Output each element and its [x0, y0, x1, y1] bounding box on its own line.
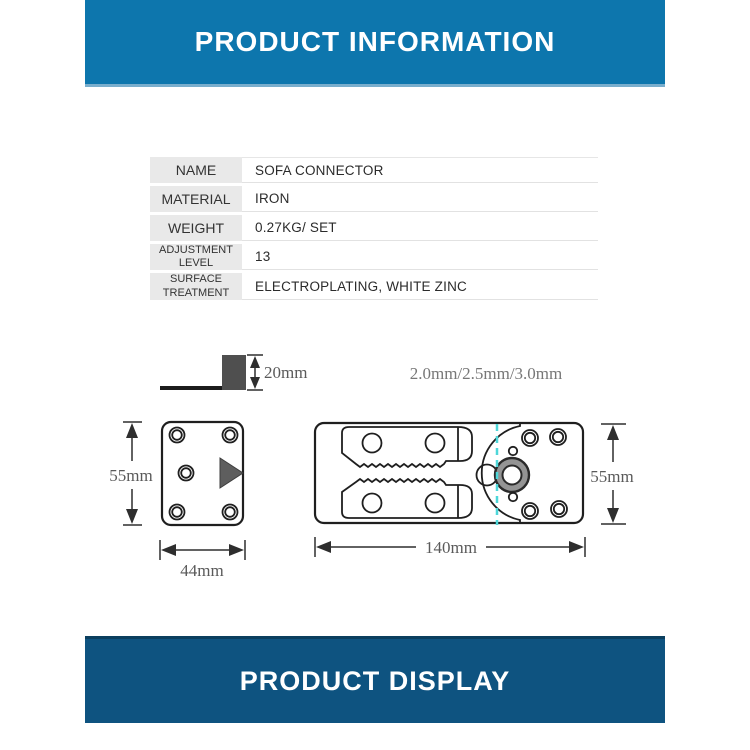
dimension-55mm-right	[590, 424, 633, 524]
thickness-options-label: 2.0mm/2.5mm/3.0mm	[409, 364, 563, 383]
spec-table	[150, 157, 598, 303]
dimension-label-55mm-right: 55mm	[590, 467, 634, 486]
dimension-label-20mm: 20mm	[264, 363, 308, 382]
dimension-20mm	[247, 355, 307, 390]
product-information-banner	[85, 0, 665, 87]
dimension-55mm-left	[109, 422, 152, 525]
spec-value-weight: 0.27KG/ SET	[242, 215, 598, 241]
table-row	[150, 273, 598, 299]
connector-top-view	[315, 423, 583, 525]
spec-value-adjustment-level: 13	[242, 244, 598, 270]
product-display-title: PRODUCT DISPLAY	[239, 665, 511, 696]
plate-front-view	[162, 422, 243, 525]
connector-outline	[315, 423, 583, 523]
spec-label-surface-treatment: SURFACE TREATMENT	[150, 273, 242, 299]
pivot-hub	[495, 458, 529, 492]
dimension-44mm	[160, 540, 245, 580]
bracket-upright	[222, 355, 246, 390]
product-display-banner	[85, 636, 665, 723]
dimension-label-55mm-left: 55mm	[109, 466, 153, 485]
spec-value-material: IRON	[242, 186, 598, 212]
spec-label-adjustment-level: ADJUSTMENT LEVEL	[150, 244, 242, 270]
spec-value-name: SOFA CONNECTOR	[242, 157, 598, 183]
bracket-side-view	[160, 355, 246, 390]
spec-label-weight: WEIGHT	[150, 215, 242, 241]
dimension-140mm	[315, 537, 585, 557]
spec-label-material: MATERIAL	[150, 186, 242, 212]
table-row	[150, 186, 598, 212]
table-row	[150, 244, 598, 270]
table-row	[150, 157, 598, 183]
technical-drawing	[0, 340, 750, 600]
dimension-label-44mm: 44mm	[180, 561, 224, 580]
table-row	[150, 215, 598, 241]
spec-value-surface-treatment: ELECTROPLATING, WHITE ZINC	[242, 273, 598, 299]
bracket-base-plate	[160, 386, 224, 390]
spec-label-name: NAME	[150, 157, 242, 183]
dimension-label-140mm: 140mm	[425, 538, 477, 557]
product-information-title: PRODUCT INFORMATION	[194, 26, 556, 57]
